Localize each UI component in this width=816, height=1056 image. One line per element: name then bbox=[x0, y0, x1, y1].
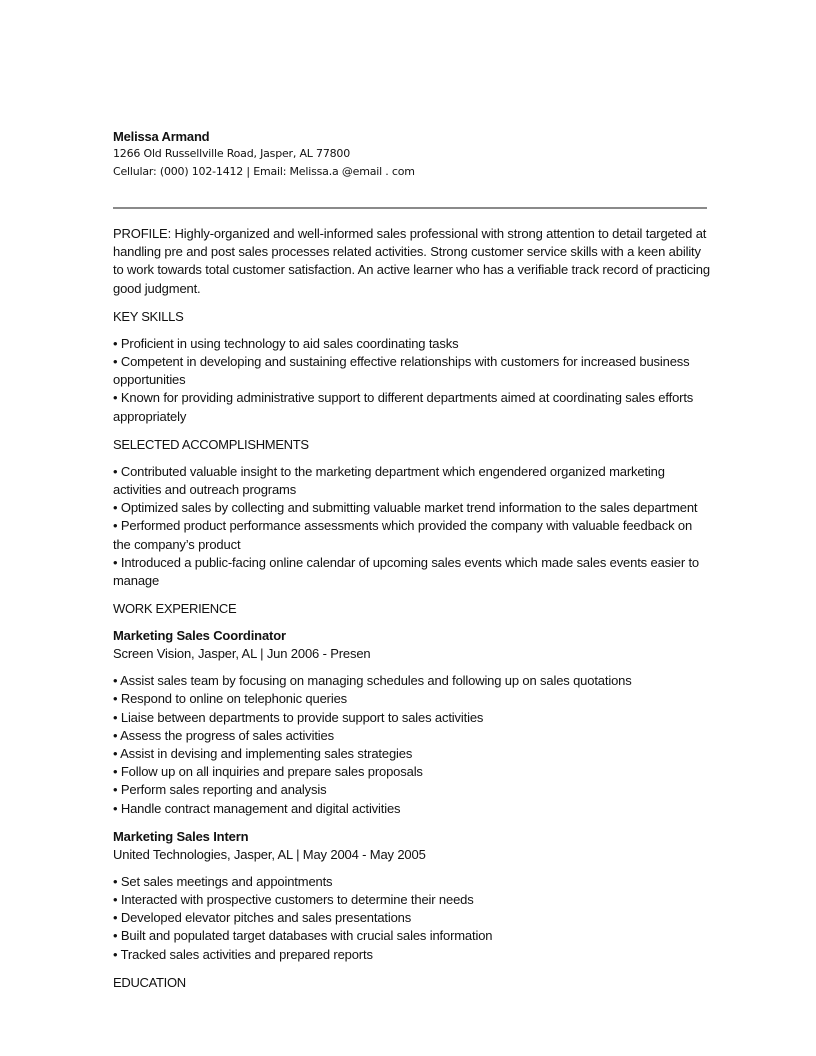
list-item: • Set sales meetings and appointments bbox=[113, 873, 333, 889]
job-title: Marketing Sales Intern bbox=[113, 828, 249, 844]
key-skills-list bbox=[113, 335, 713, 426]
education-section bbox=[113, 974, 713, 992]
profile-text: Highly-organized and well-informed sales professional with strong attention to detail targeted at handling pre and post sales processes related activities. Strong customer service skills with a keen ability to work towards total customer satisfaction. An active learner who has a verifiable track record of practicing good judgment. bbox=[113, 226, 710, 296]
accomplishments-heading: SELECTED ACCOMPLISHMENTS bbox=[113, 436, 309, 452]
list-item: • Interacted with prospective customers to determine their needs bbox=[113, 892, 474, 908]
list-item: • Follow up on all inquiries and prepare sales proposals bbox=[113, 764, 423, 780]
job-title: Marketing Sales Coordinator bbox=[113, 628, 286, 644]
list-item: • Known for providing administrative support to different departments aimed at coordinating sales efforts appropriately bbox=[113, 390, 694, 424]
list-item: • Introduced a public-facing online calendar of upcoming sales events which made sales events easier to manage bbox=[113, 554, 700, 589]
list-item: • Performed product performance assessments which provided the company with valuable feedback on the company’s product bbox=[113, 518, 693, 552]
list-item: • Optimized sales by collecting and submitting valuable market trend information to the sales department bbox=[113, 500, 698, 516]
list-item: • Assist sales team by focusing on managing schedules and following up on sales quotations bbox=[113, 673, 632, 689]
address-line: 1266 Old Russellville Road, Jasper, AL 77800 bbox=[113, 147, 351, 160]
list-item: • Assess the progress of sales activities bbox=[113, 727, 334, 743]
profile-paragraph bbox=[113, 225, 713, 298]
job-duties-list bbox=[113, 672, 713, 818]
list-item: • Competent in developing and sustaining effective relationships with customers for increased business opportunities bbox=[113, 354, 690, 388]
list-item: • Proficient in using technology to aid sales coordinating tasks bbox=[113, 335, 459, 351]
resume-body bbox=[113, 225, 713, 1001]
list-item: • Liaise between departments to provide support to sales activities bbox=[113, 709, 484, 725]
candidate-name: Melissa Armand bbox=[113, 129, 210, 144]
accomplishments-section bbox=[113, 436, 713, 590]
key-skills-section bbox=[113, 308, 713, 426]
list-item: • Developed elevator pitches and sales presentations bbox=[113, 910, 412, 926]
list-item: • Built and populated target databases with crucial sales information bbox=[113, 928, 493, 944]
job-employer-dates: Screen Vision, Jasper, AL | Jun 2006 - Presen bbox=[113, 646, 371, 662]
work-experience-section bbox=[113, 600, 713, 964]
accomplishments-list bbox=[113, 463, 713, 590]
job-entry bbox=[113, 627, 713, 818]
resume-header bbox=[113, 128, 415, 181]
job-employer-dates: United Technologies, Jasper, AL | May 2004 - May 2005 bbox=[113, 846, 426, 862]
list-item: • Respond to online on telephonic queries bbox=[113, 691, 348, 707]
profile-label: PROFILE: bbox=[113, 226, 172, 241]
list-item: • Contributed valuable insight to the marketing department which engendered organized marketing activities and outreach programs bbox=[113, 463, 665, 498]
header-divider bbox=[113, 207, 707, 209]
education-heading: EDUCATION bbox=[113, 974, 186, 990]
contact-line: Cellular: (000) 102-1412 | Email: Melissa.a @email . com bbox=[113, 165, 415, 178]
job-entry bbox=[113, 828, 713, 964]
list-item: • Assist in devising and implementing sales strategies bbox=[113, 746, 413, 762]
work-experience-heading: WORK EXPERIENCE bbox=[113, 601, 237, 617]
key-skills-heading: KEY SKILLS bbox=[113, 308, 184, 324]
profile-section bbox=[113, 225, 713, 298]
job-duties-list bbox=[113, 873, 713, 964]
list-item: • Perform sales reporting and analysis bbox=[113, 782, 327, 798]
list-item: • Tracked sales activities and prepared reports bbox=[113, 946, 373, 962]
list-item: • Handle contract management and digital activities bbox=[113, 800, 401, 816]
